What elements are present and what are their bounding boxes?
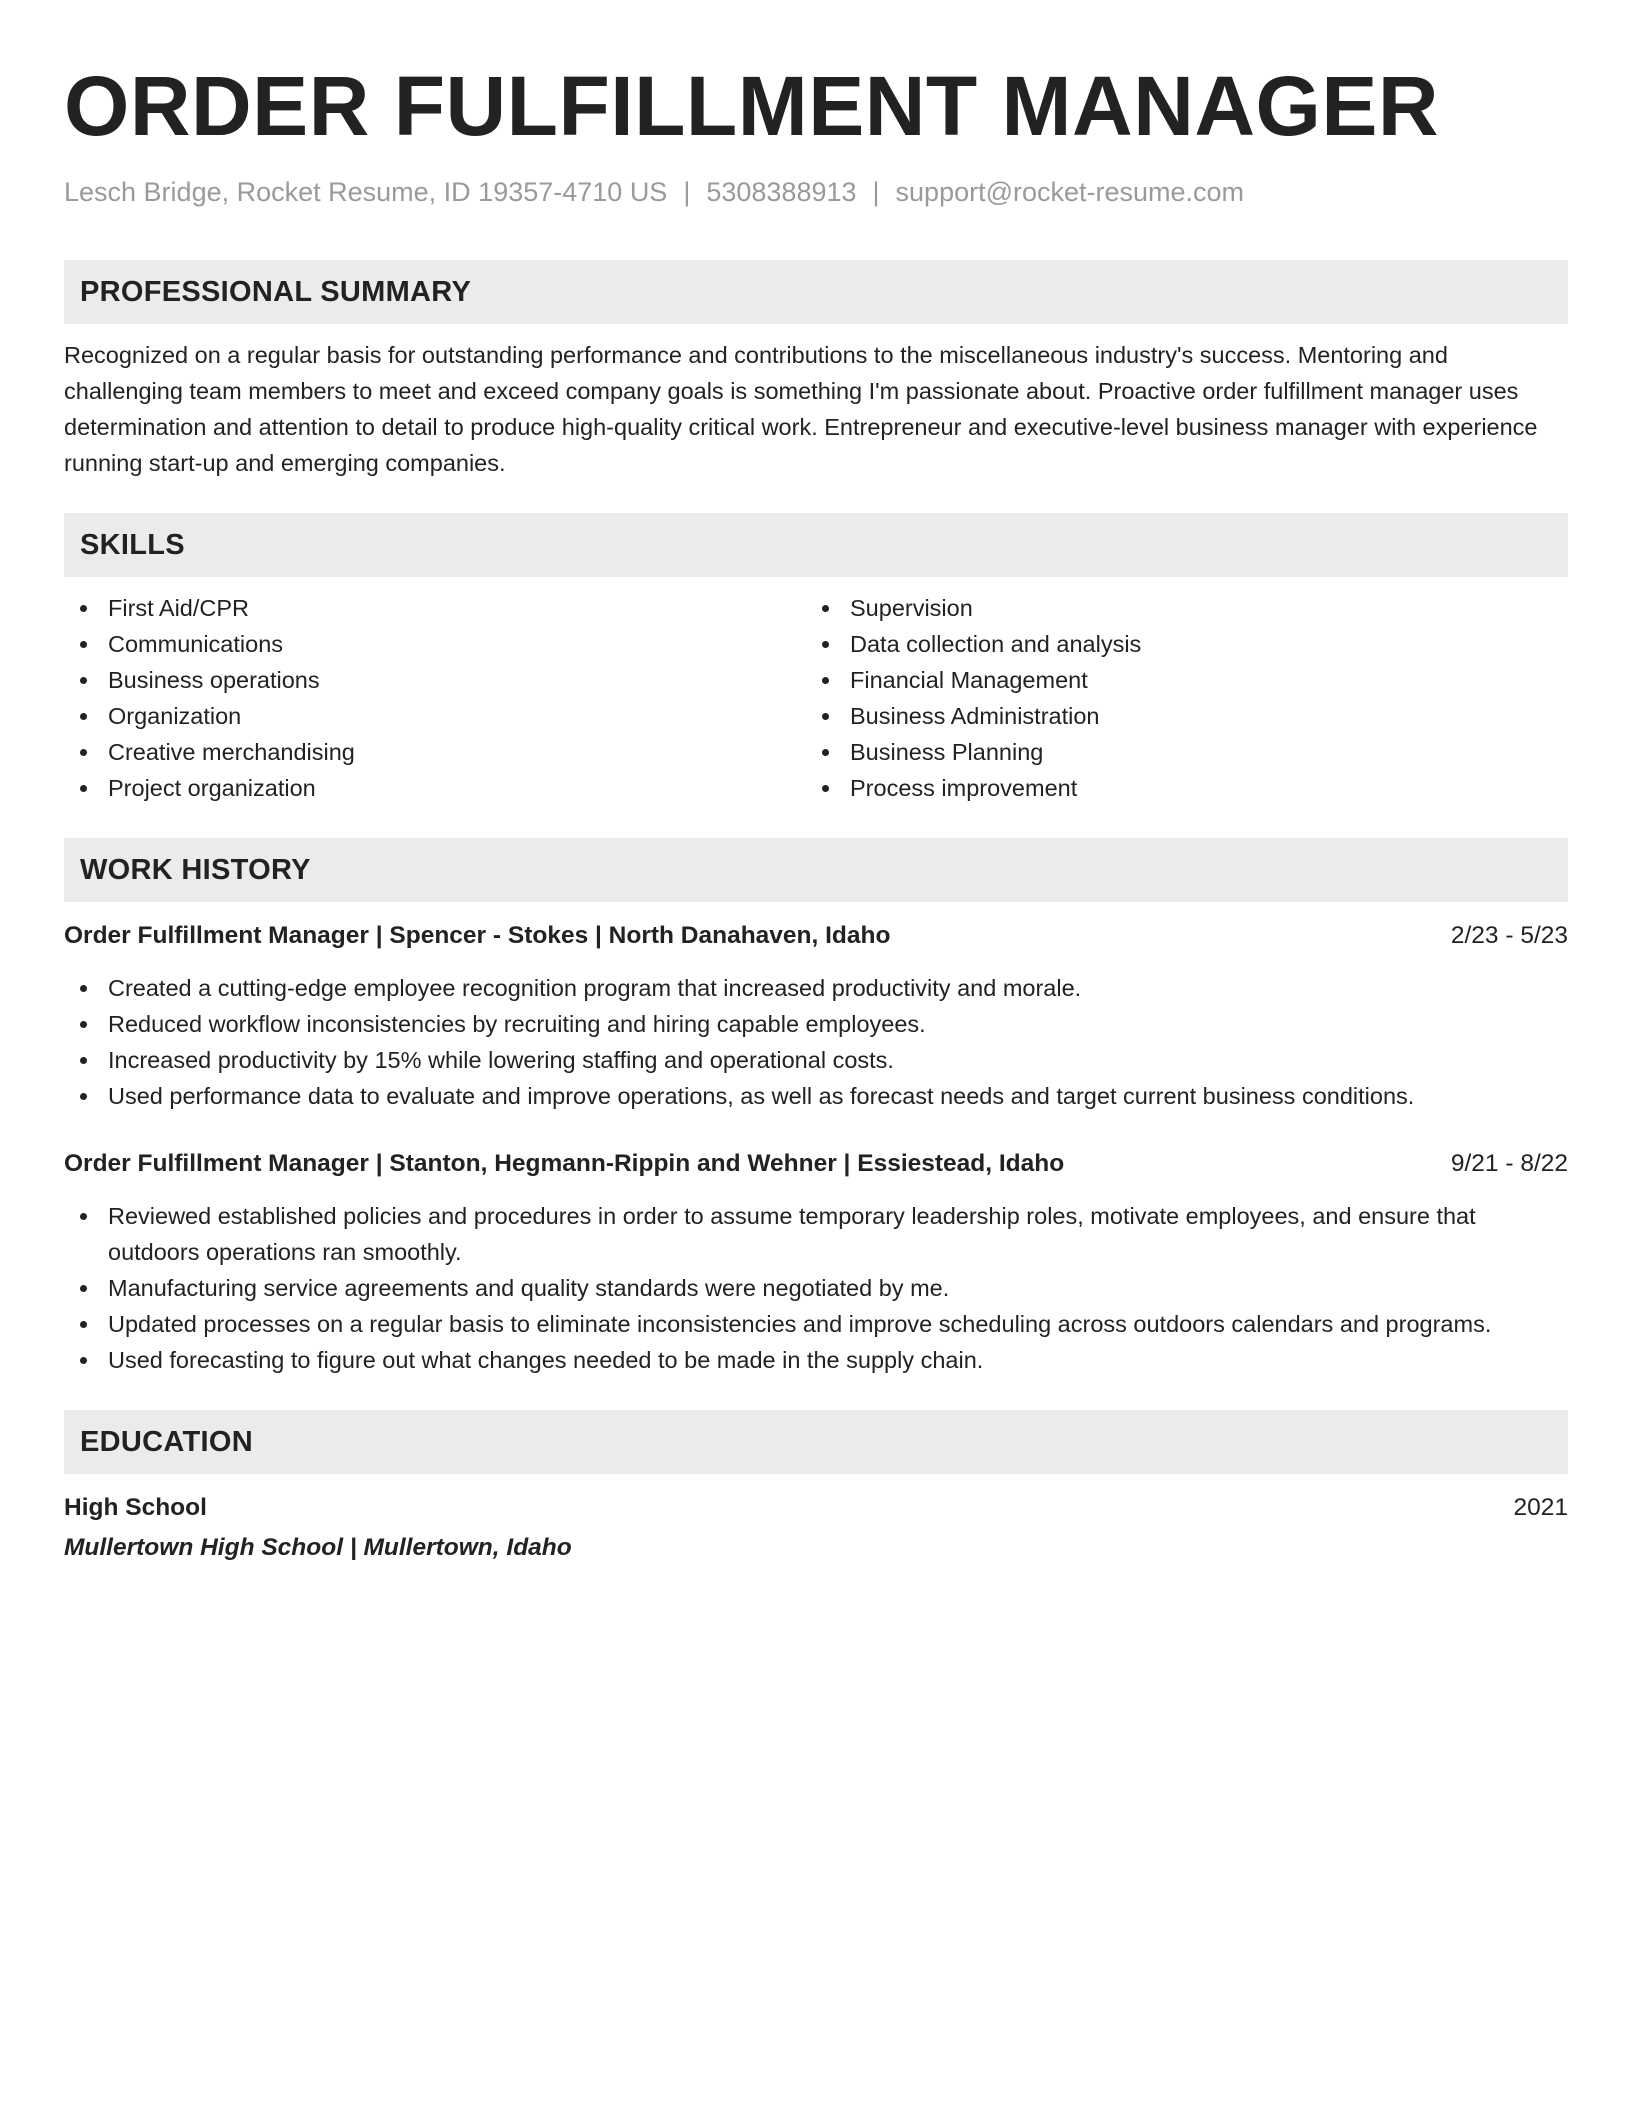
skill-item: Project organization bbox=[64, 770, 806, 806]
skill-item: First Aid/CPR bbox=[64, 590, 806, 626]
contact-line bbox=[64, 174, 1568, 210]
bullet-icon bbox=[822, 605, 829, 612]
job-bullet: Manufacturing service agreements and quality standards were negotiated by me. bbox=[64, 1270, 1568, 1306]
skill-item: Organization bbox=[64, 698, 806, 734]
skills-column-right bbox=[806, 590, 1548, 806]
skill-item: Process improvement bbox=[806, 770, 1548, 806]
skill-item: Creative merchandising bbox=[64, 734, 806, 770]
job-entry bbox=[64, 918, 1568, 1114]
section-header-work-history: WORK HISTORY bbox=[64, 838, 1568, 902]
bullet-icon bbox=[822, 785, 829, 792]
job-header bbox=[64, 1146, 1568, 1182]
skills-grid bbox=[64, 590, 1568, 806]
contact-email: support@rocket-resume.com bbox=[895, 177, 1245, 207]
job-bullet: Updated processes on a regular basis to eliminate inconsistencies and improve scheduling across outdoors calendars and programs. bbox=[64, 1306, 1568, 1342]
job-bullets bbox=[64, 1198, 1568, 1378]
bullet-icon bbox=[80, 1057, 87, 1064]
bullet-icon bbox=[80, 1321, 87, 1328]
contact-phone: 5308388913 bbox=[706, 177, 857, 207]
education-year: 2021 bbox=[1513, 1494, 1568, 1521]
job-entry bbox=[64, 1146, 1568, 1378]
bullet-icon bbox=[80, 985, 87, 992]
job-bullet: Used performance data to evaluate and improve operations, as well as forecast needs and target current business conditions. bbox=[64, 1078, 1568, 1114]
bullet-icon bbox=[80, 1093, 87, 1100]
job-title: Order Fulfillment Manager | Stanton, Hegmann-Rippin and Wehner | Essiestead, Idaho bbox=[64, 1150, 1065, 1177]
skills-column-left bbox=[64, 590, 806, 806]
bullet-icon bbox=[80, 1357, 87, 1364]
resume-page bbox=[64, 58, 1568, 1566]
resume-name: ORDER FULFILLMENT MANAGER bbox=[64, 59, 1440, 153]
job-bullet: Used forecasting to figure out what changes needed to be made in the supply chain. bbox=[64, 1342, 1568, 1378]
job-title: Order Fulfillment Manager | Spencer - Stokes | North Danahaven, Idaho bbox=[64, 922, 891, 949]
bullet-icon bbox=[80, 749, 87, 756]
skill-item: Data collection and analysis bbox=[806, 626, 1548, 662]
job-dates: 2/23 - 5/23 bbox=[1450, 922, 1568, 949]
job-bullet: Increased productivity by 15% while lowering staffing and operational costs. bbox=[64, 1042, 1568, 1078]
education-header bbox=[64, 1490, 1568, 1526]
bullet-icon bbox=[80, 641, 87, 648]
job-header bbox=[64, 918, 1568, 954]
bullet-icon bbox=[80, 713, 87, 720]
education-degree: High School bbox=[64, 1494, 207, 1521]
bullet-icon bbox=[80, 605, 87, 612]
skill-item: Financial Management bbox=[806, 662, 1548, 698]
skill-item: Business Planning bbox=[806, 734, 1548, 770]
section-header-education: EDUCATION bbox=[64, 1410, 1568, 1474]
section-header-summary: PROFESSIONAL SUMMARY bbox=[64, 260, 1568, 324]
job-dates: 9/21 - 8/22 bbox=[1450, 1150, 1568, 1177]
job-bullet: Reduced workflow inconsistencies by recruiting and hiring capable employees. bbox=[64, 1006, 1568, 1042]
skill-item: Business operations bbox=[64, 662, 806, 698]
bullet-icon bbox=[80, 677, 87, 684]
section-header-skills: SKILLS bbox=[64, 513, 1568, 577]
bullet-icon bbox=[822, 677, 829, 684]
bullet-icon bbox=[80, 785, 87, 792]
skill-item: Business Administration bbox=[806, 698, 1548, 734]
summary-text: Recognized on a regular basis for outstanding performance and contributions to the miscellaneous industry's success. Mentoring and challenging team members to meet and exceed company goals is something I'm passionate about. Proactive order fulfillment manager uses determination and attention to detail to produce high-quality critical work. Entrepreneur and executive-level business manager with experience running start-up and emerging companies. bbox=[64, 342, 1538, 476]
bullet-icon bbox=[822, 749, 829, 756]
job-bullet: Reviewed established policies and procedures in order to assume temporary leadership roles, motivate employees, and ensure that outdoors operations ran smoothly. bbox=[64, 1198, 1568, 1270]
job-bullet: Created a cutting-edge employee recognition program that increased productivity and morale. bbox=[64, 970, 1568, 1006]
bullet-icon bbox=[80, 1021, 87, 1028]
contact-separator: | bbox=[683, 177, 691, 207]
skill-item: Communications bbox=[64, 626, 806, 662]
bullet-icon bbox=[822, 713, 829, 720]
bullet-icon bbox=[80, 1285, 87, 1292]
contact-separator: | bbox=[872, 177, 880, 207]
bullet-icon bbox=[822, 641, 829, 648]
job-bullets bbox=[64, 970, 1568, 1114]
education-school: Mullertown High School | Mullertown, Idaho bbox=[64, 1534, 572, 1561]
skill-item: Supervision bbox=[806, 590, 1548, 626]
bullet-icon bbox=[80, 1213, 87, 1220]
contact-address: Lesch Bridge, Rocket Resume, ID 19357-4710 US bbox=[64, 177, 668, 207]
